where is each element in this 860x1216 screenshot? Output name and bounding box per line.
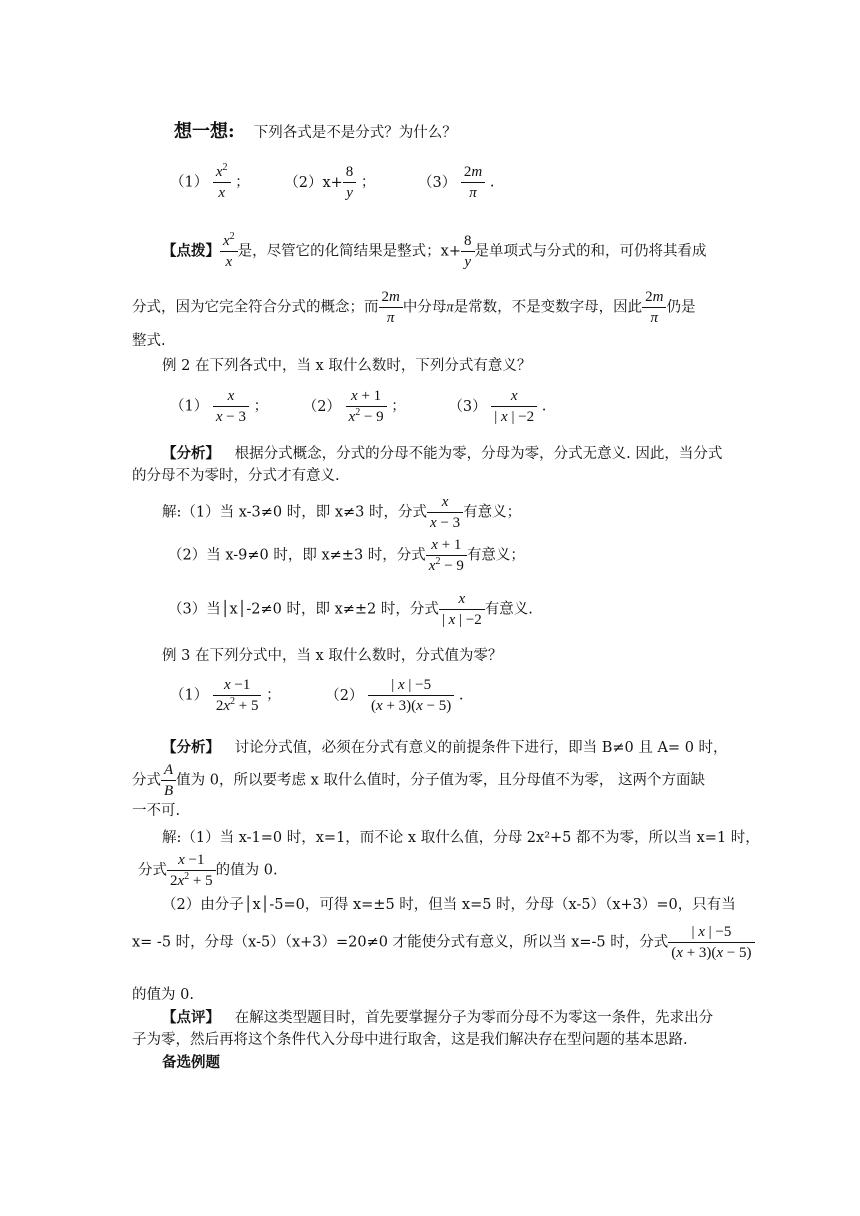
item-label: （2） [325,687,364,704]
example2-analysis-2: 的分母不为零时，分式才有意义. [132,468,340,484]
example2-solution-2 [168,535,525,576]
fraction: $\frac{x^2}{x}$ [220,231,238,272]
item-label: （3） [448,398,487,415]
example3-title: 例 3 在下列分式中，当 x 取什么数时，分式值为零？ [162,648,503,664]
separator: ； [391,398,406,415]
analysis-label: 【分析】 [162,739,220,756]
example3-comment-1 [162,1008,713,1028]
solution-text: 有意义. [484,601,533,618]
hint-text: 是，尽管它的化简结果是整式；x+ [237,243,461,260]
fraction: $\frac{2m}{\pi}$ [461,162,485,203]
example3-solution-2: （2）由分子│x│-5=0，可得 x=±5 时，但当 x=5 时，分母（x-5）（x+3）=0，只有当 [162,897,736,913]
item-label: （1） [170,398,209,415]
example2-items [170,386,546,427]
analysis-text: 讨论分式值，必须在分式有意义的前提条件下进行，即当 B≠0 且 A= 0 时， [234,740,728,756]
think-items [170,162,494,203]
period: . [458,687,464,704]
solution-text: 有意义； [466,547,525,564]
fraction: $\frac{x}{| x | -2}$ [439,589,485,630]
item-label: （1） [170,174,209,191]
hint-text: 仍是 [666,299,696,316]
item-label: （3） [418,174,457,191]
fraction: $\frac{x}{| x | -2}$ [491,386,537,427]
fraction: $\frac{x + 1}{x^2 - 9}$ [426,535,467,576]
fraction: $\frac{8}{y}$ [343,162,357,203]
solution-text: 有意义； [463,504,522,521]
fraction: $\frac{x -1}{2x^2 + 5}$ [167,850,216,891]
example3-analysis-1 [162,738,728,758]
hint-line-3: 整式. [132,333,166,349]
separator: ； [235,174,250,191]
comment-text: 在解这类型题目时，首先要掌握分子为零而分母不为零这一条件，先求出分 [234,1010,714,1026]
example3-solution-2b [132,922,755,963]
solution-text: （3）当│x│-2≠0 时，即 x≠±2 时，分式 [168,601,439,618]
example2-solution-3 [168,589,533,630]
analysis-text: 值为 0，所以要考虑 x 取什么值时，分子值为零，且分母值不为零， 这两个方面缺 [176,772,706,789]
fraction: $\frac{x^2}{x}$ [213,162,231,203]
hint-text: 分式，因为它完全符合分式的概念；而 [132,299,379,316]
analysis-text: 分式 [132,772,161,789]
separator: ； [253,398,269,415]
hint-label: 【点拨】 [162,242,220,260]
solution-text: （2）当 x-9≠0 时，即 x≠±3 时，分式 [168,547,426,564]
example3-solution-1b [138,850,278,891]
fraction: $\frac{2m}{\pi}$ [379,287,403,328]
fraction: $\frac{x}{x - 3}$ [213,386,249,427]
example3-analysis-3: 一不可. [132,803,181,819]
fraction: $\frac{| x | -5}{(x + 3)(x - 5)}$ [668,922,754,963]
item-label: （2）x+ [284,174,343,191]
analysis-text: 根据分式概念，分式的分母不能为零，分母为零，分式无意义. 因此，当分式 [234,446,723,462]
comment-label: 【点评】 [162,1009,220,1026]
item-label: （2） [302,398,341,415]
hint-line-2: 分式，因为它完全符合分式的概念；而 $\frac{2m}{\pi}$ 中分母π是常数，不是变数字母，因此 $\frac{2m}{\pi}$ 仍是 [132,289,696,326]
example2-title: 例 2 在下列各式中，当 x 取什么数时，下列分式有意义？ [162,358,532,374]
example3-items [170,675,464,716]
hint-text: 中分母 [402,299,447,316]
hint-text: 是常数，不是变数字母，因此 [453,299,643,316]
example2-analysis-1 [162,444,722,464]
think-question: 下列各式是不是分式？为什么？ [253,125,457,141]
separator: ； [266,687,281,704]
separator: ； [360,174,376,191]
fraction: $\frac{x -1}{2x^2 + 5}$ [213,675,262,716]
think-heading-row [174,117,457,143]
fraction: $\frac{8}{y}$ [461,231,475,272]
fraction: $\frac{| x | -5}{(x + 3)(x - 5)}$ [368,675,454,716]
period: . [489,174,495,191]
period: . [541,398,547,415]
example3-solution-1: 解:（1）当 x-1=0 时，x=1，而不论 x 取什么值，分母 2x²+5 都不为零，所以当 x=1 时， [162,830,760,846]
fraction: $\frac{2m}{\pi}$ [642,287,666,328]
solution-text: x= -5 时，分母（x-5）（x+3）=20≠0 才能使分式有意义，所以当 x=-5 时，分式 [132,934,669,951]
example3-comment-2: 子为零，然后再将这个条件代入分母中进行取舍，这是我们解决存在型问题的基本思路. [132,1032,688,1048]
item-label: （1） [170,687,209,704]
hint-text: 是单项式与分式的和，可仍将其看成 [474,243,707,260]
extra-examples-heading: 备选例题 [162,1054,220,1071]
example2-solution-1 [162,492,521,533]
hint-line-1 [162,231,707,272]
think-heading: 想一想: [174,121,235,142]
analysis-label: 【分析】 [162,445,220,462]
example3-analysis-2 [132,760,705,801]
solution-text: 解:（1）当 x-3≠0 时，即 x≠3 时，分式 [162,504,428,521]
solution-text: 分式 [138,862,167,879]
example3-solution-2c: 的值为 0. [132,987,194,1003]
fraction: $\frac{x}{x - 3}$ [427,492,463,533]
solution-text: 的值为 0. [215,862,278,879]
fraction: $\frac{x + 1}{x^2 - 9}$ [346,386,387,427]
fraction: $\frac{A}{B}$ [161,760,176,801]
